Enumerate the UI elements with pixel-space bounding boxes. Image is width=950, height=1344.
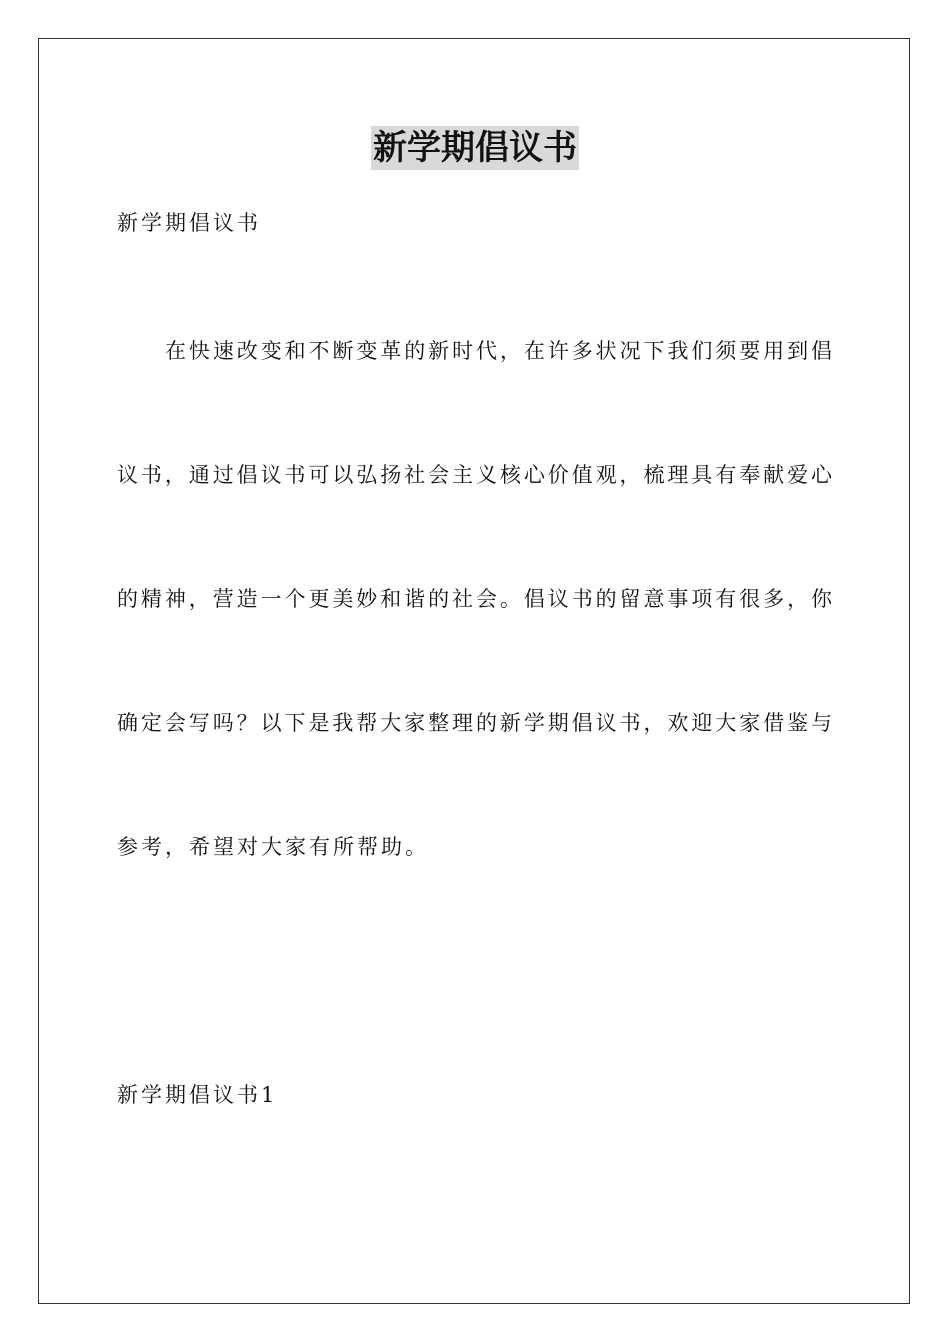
document-title: 新学期倡议书 [373,128,577,168]
title-container [0,126,950,170]
intro-paragraph-line: 议书，通过倡议书可以弘扬社会主义核心价值观，梳理具有奉献爱心 [117,463,833,487]
intro-paragraph-line: 的精神，营造一个更美妙和谐的社会。倡议书的留意事项有很多，你 [117,587,833,611]
section-heading: 新学期倡议书1 [117,1083,278,1107]
intro-paragraph-line: 确定会写吗？以下是我帮大家整理的新学期倡议书，欢迎大家借鉴与 [117,711,833,735]
intro-paragraph-line: 参考，希望对大家有所帮助。 [117,835,429,859]
document-subtitle: 新学期倡议书 [117,211,261,235]
intro-paragraph-line: 在快速改变和不断变革的新时代，在许多状况下我们须要用到倡 [165,339,833,363]
